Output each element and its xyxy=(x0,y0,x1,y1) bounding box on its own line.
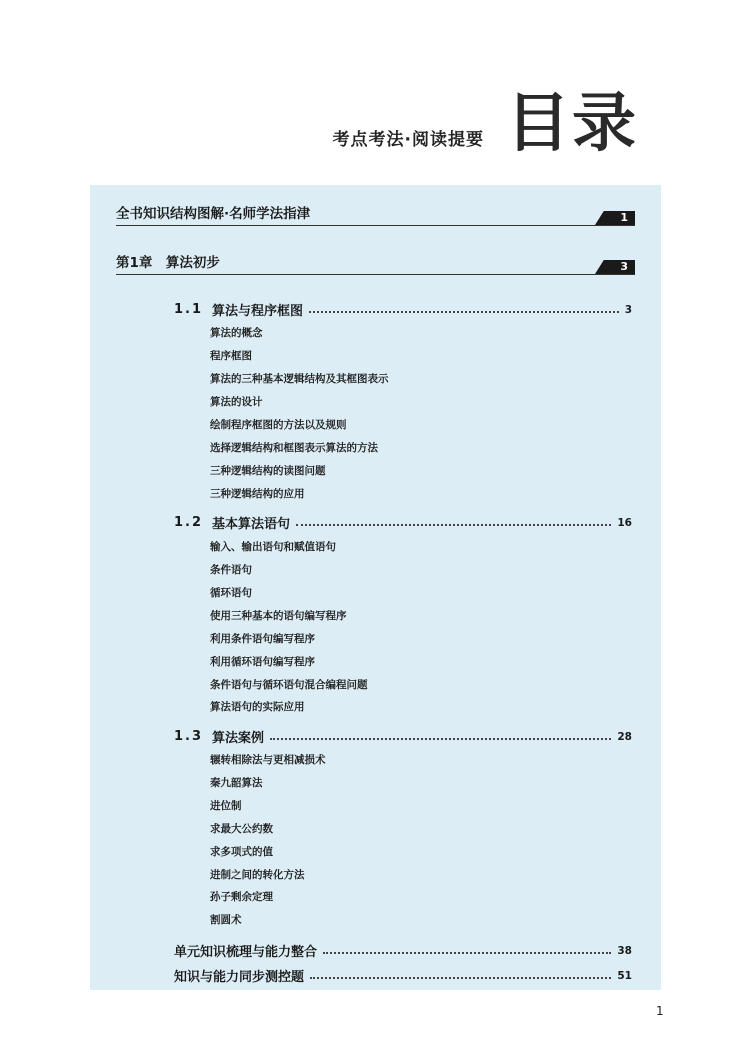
toc-section-row[interactable] xyxy=(174,727,632,746)
dot-leader xyxy=(270,738,611,740)
toc-chapter-row[interactable] xyxy=(116,252,635,275)
toc-part-row[interactable] xyxy=(116,203,635,226)
toc-item[interactable]: 利用循环语句编写程序 xyxy=(210,656,315,668)
toc-extra-row[interactable] xyxy=(174,966,632,985)
toc-extra-row[interactable] xyxy=(174,941,632,960)
section-title: 算法与程序框图 xyxy=(212,304,304,319)
toc-section-row[interactable] xyxy=(174,300,632,319)
chapter-title: 第1章 算法初步 xyxy=(116,255,220,271)
toc-item[interactable]: 孙子剩余定理 xyxy=(210,891,273,903)
toc-item[interactable]: 三种逻辑结构的应用 xyxy=(210,488,305,500)
toc-item[interactable]: 程序框图 xyxy=(210,350,252,362)
toc-item[interactable]: 求最大公约数 xyxy=(210,823,273,835)
page-tab xyxy=(595,260,635,274)
section-number: 1.3 xyxy=(174,729,204,744)
toc-item[interactable]: 利用条件语句编写程序 xyxy=(210,633,315,645)
toc-item[interactable]: 求多项式的值 xyxy=(210,846,273,858)
extra-page-number: 38 xyxy=(617,944,632,957)
page-number: 1 xyxy=(656,1004,664,1018)
section-number: 1.1 xyxy=(174,302,204,317)
part-page-number: 1 xyxy=(620,211,628,224)
toc-item[interactable]: 辗转相除法与更相减损术 xyxy=(210,754,326,766)
extra-page-number: 51 xyxy=(617,969,632,982)
toc-item[interactable]: 绘制程序框图的方法以及规则 xyxy=(210,419,347,431)
toc-item[interactable]: 进位制 xyxy=(210,800,242,812)
header-subtitle: 考点考法·阅读提要 xyxy=(332,130,484,150)
chapter-page-number: 3 xyxy=(620,260,628,273)
page-tab xyxy=(595,211,635,225)
extra-title: 知识与能力同步测控题 xyxy=(174,970,305,985)
dot-leader xyxy=(296,524,611,526)
toc-panel xyxy=(90,185,661,990)
page-title: 目录 xyxy=(506,87,638,161)
toc-item[interactable]: 算法的概念 xyxy=(210,327,263,339)
section-page-number: 16 xyxy=(617,516,632,529)
toc-item[interactable]: 割圆术 xyxy=(210,914,242,926)
section-title: 算法案例 xyxy=(212,731,265,746)
dot-leader xyxy=(310,977,611,979)
section-title: 基本算法语句 xyxy=(212,517,291,532)
toc-item[interactable]: 算法的设计 xyxy=(210,396,263,408)
part-title: 全书知识结构图解·名师学法指津 xyxy=(116,206,311,222)
toc-section-row[interactable] xyxy=(174,513,632,532)
toc-item[interactable]: 算法的三种基本逻辑结构及其框图表示 xyxy=(210,373,389,385)
dot-leader xyxy=(323,952,611,954)
toc-item[interactable]: 进制之间的转化方法 xyxy=(210,869,305,881)
toc-item[interactable]: 三种逻辑结构的读图问题 xyxy=(210,465,326,477)
extra-title: 单元知识梳理与能力整合 xyxy=(174,945,318,960)
page-header xyxy=(332,87,638,161)
section-number: 1.2 xyxy=(174,515,204,530)
toc-item[interactable]: 选择逻辑结构和框图表示算法的方法 xyxy=(210,442,378,454)
toc-item[interactable]: 条件语句与循环语句混合编程问题 xyxy=(210,679,368,691)
section-page-number: 3 xyxy=(624,303,632,316)
toc-item[interactable]: 秦九韶算法 xyxy=(210,777,263,789)
toc-item[interactable]: 循环语句 xyxy=(210,587,252,599)
toc-item[interactable]: 条件语句 xyxy=(210,564,252,576)
dot-leader xyxy=(309,311,619,313)
toc-item[interactable]: 使用三种基本的语句编写程序 xyxy=(210,610,347,622)
toc-item[interactable]: 输入、输出语句和赋值语句 xyxy=(210,541,336,553)
toc-item[interactable]: 算法语句的实际应用 xyxy=(210,701,305,713)
section-page-number: 28 xyxy=(617,730,632,743)
